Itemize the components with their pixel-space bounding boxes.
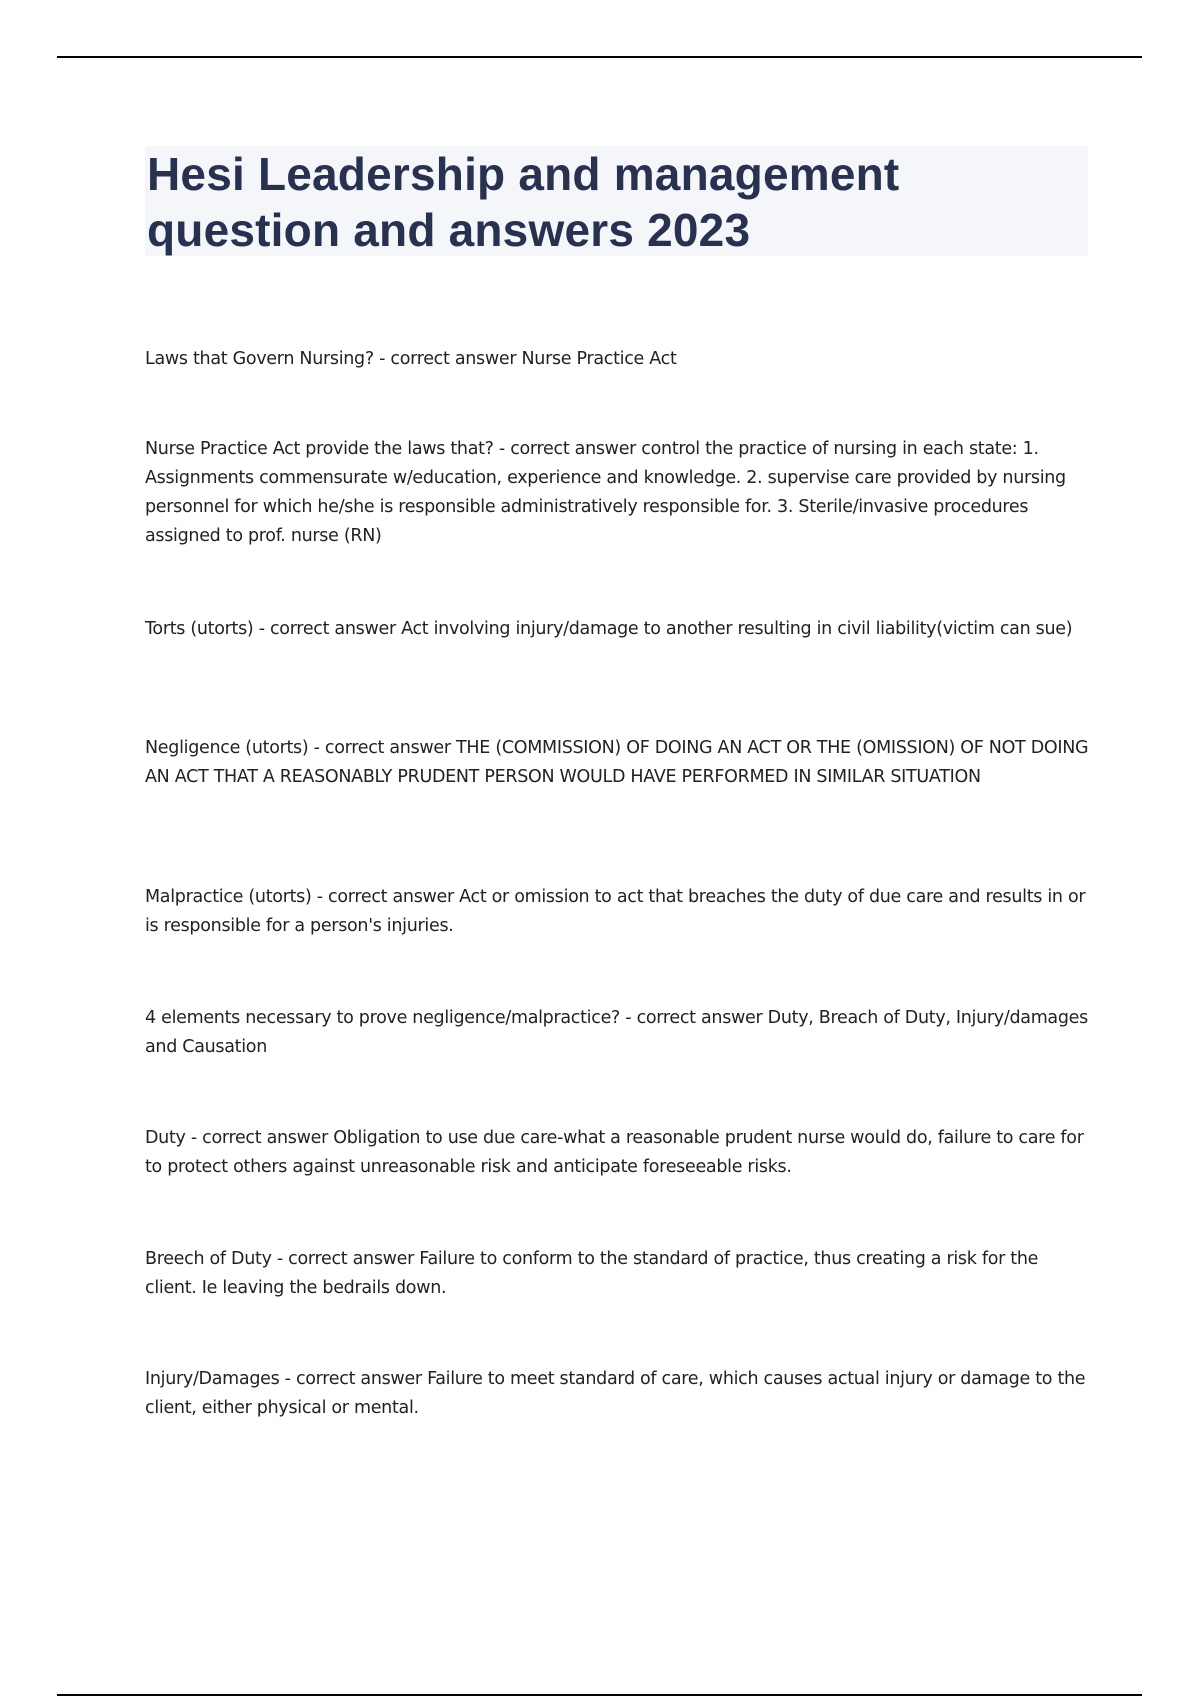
title-line-1: Hesi Leadership and management	[147, 148, 900, 200]
qa-item-nurse-practice-act: Nurse Practice Act provide the laws that? - correct answer control the practice of nursing in each state: 1. Assignments commensurate w/education, experience and knowledge. 2. supervise care provided by nursing personnel for which he/she is responsible administratively responsible for. 3. Sterile/invasive procedures assigned to prof. nurse (RN)	[145, 439, 1066, 546]
title-block	[145, 146, 1088, 256]
qa-item-malpractice: Malpractice (utorts) - correct answer Act or omission to act that breaches the duty of due care and results in or is responsible for a person's injuries.	[145, 887, 1086, 936]
bottom-rule	[57, 1694, 1142, 1696]
title-line-2: question and answers 2023	[147, 204, 751, 256]
top-rule	[57, 56, 1142, 58]
qa-item-laws: Laws that Govern Nursing? - correct answer Nurse Practice Act	[145, 349, 677, 369]
qa-item-duty: Duty - correct answer Obligation to use due care-what a reasonable prudent nurse would do, failure to care for to protect others against unreasonable risk and anticipate foreseeable risks.	[145, 1128, 1084, 1177]
qa-item-four-elements: 4 elements necessary to prove negligence/malpractice? - correct answer Duty, Breach of Duty, Injury/damages and Causation	[145, 1008, 1088, 1057]
document-title	[147, 146, 1088, 258]
qa-item-torts: Torts (utorts) - correct answer Act involving injury/damage to another resulting in civil liability(victim can sue)	[145, 619, 1073, 639]
qa-item-breech-of-duty: Breech of Duty - correct answer Failure to conform to the standard of practice, thus creating a risk for the client. Ie leaving the bedrails down.	[145, 1249, 1039, 1298]
qa-item-negligence: Negligence (utorts) - correct answer THE (COMMISSION) OF DOING AN ACT OR THE (OMISSION) OF NOT DOING AN ACT THAT A REASONABLY PRUDENT PERSON WOULD HAVE PERFORMED IN SIMILAR SITUATION	[145, 738, 1089, 787]
qa-item-injury-damages: Injury/Damages - correct answer Failure to meet standard of care, which causes actual injury or damage to the client, either physical or mental.	[145, 1369, 1086, 1418]
